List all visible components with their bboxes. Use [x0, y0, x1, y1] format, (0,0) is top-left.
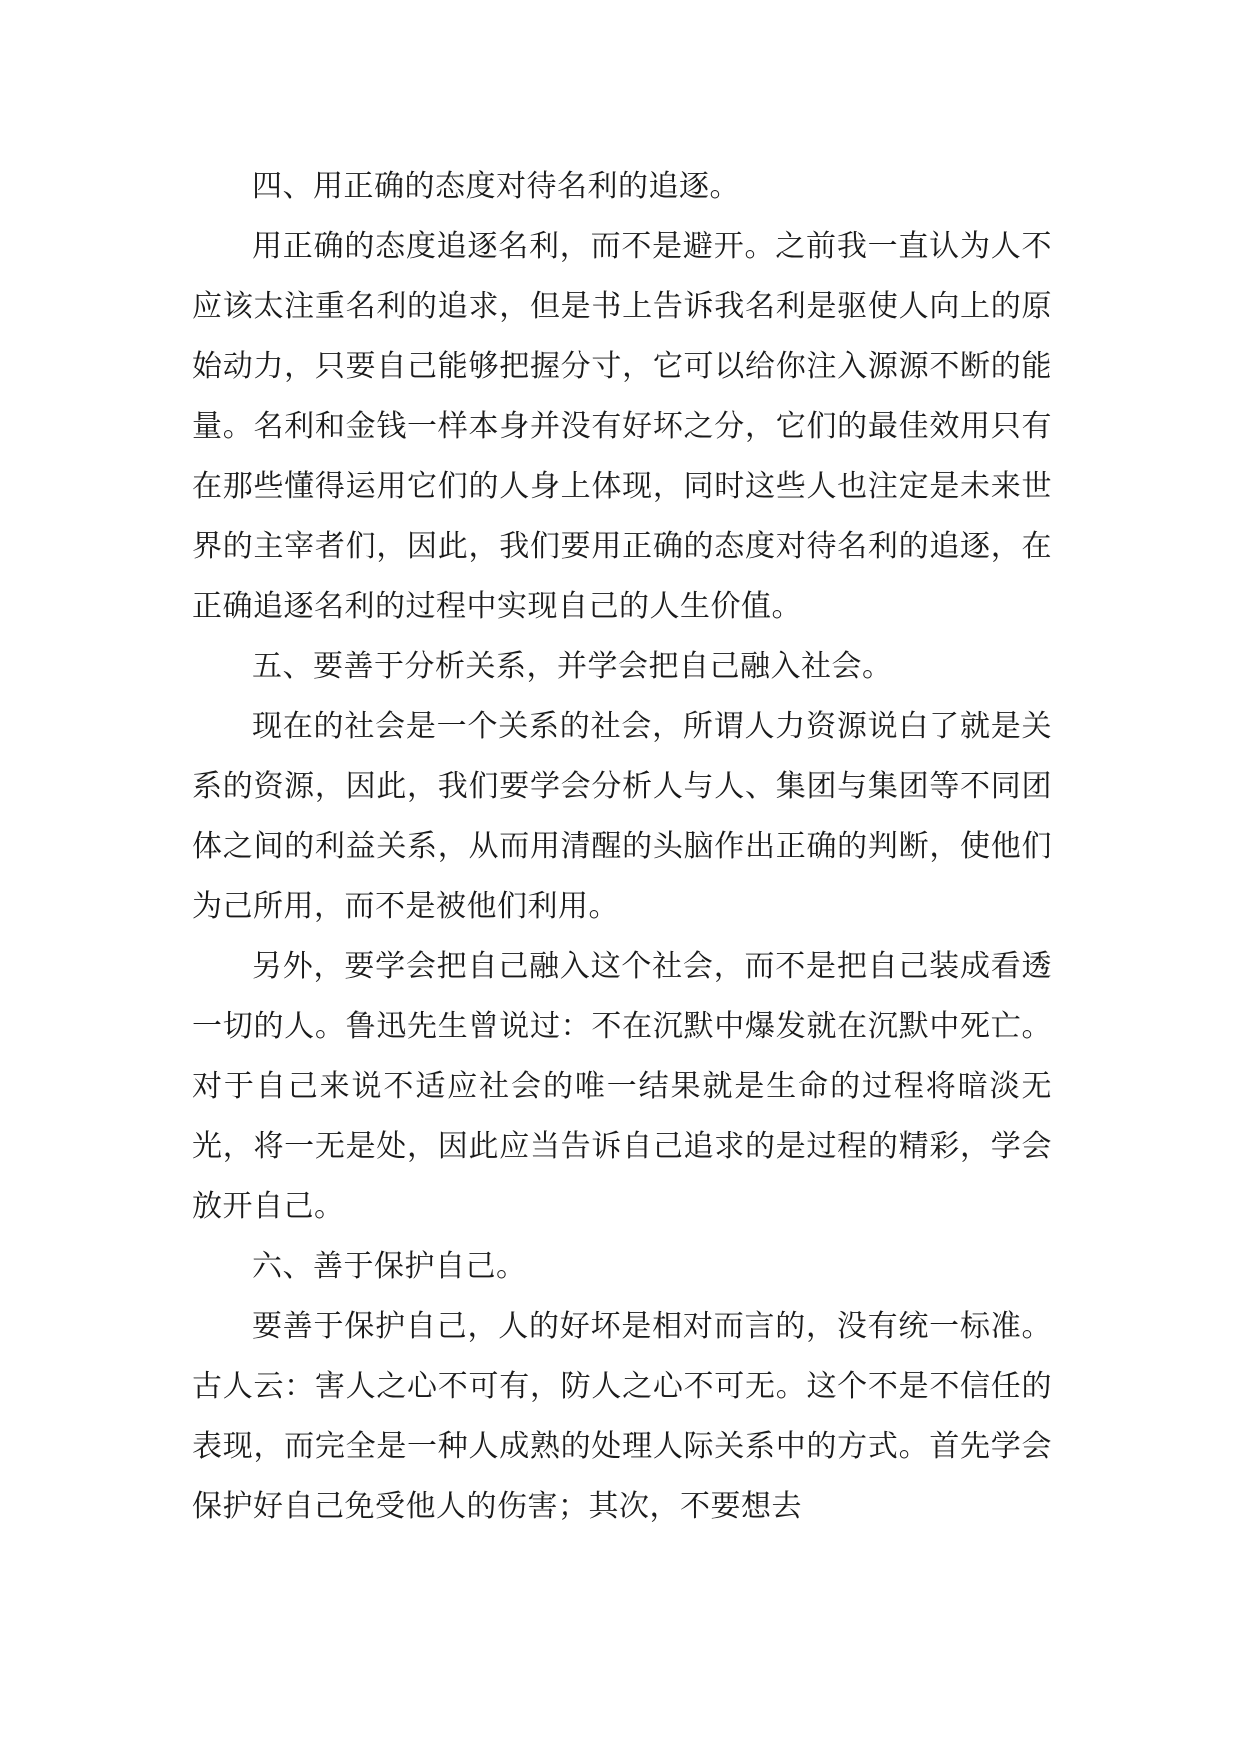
section-heading-5: 五、要善于分析关系，并学会把自己融入社会。: [252, 649, 893, 684]
section-5-paragraph-2: 另外，要学会把自己融入这个社会，而不是把自己装成看透一切的人。鲁迅先生曾说过：不在沉默中爆发就在沉默中死亡。对于自己来说不适应社会的唯一结果就是生命的过程将暗淡无光，将一无是处，因此应当告诉自己追求的是过程的精彩，学会放开自己。: [192, 949, 1052, 1224]
section-5-paragraph-1: 现在的社会是一个关系的社会，所谓人力资源说白了就是关系的资源，因此，我们要学会分析人与人、集团与集团等不同团体之间的利益关系，从而用清醒的头脑作出正确的判断，使他们为己所用，而不是被他们利用。: [192, 709, 1052, 924]
section-6-paragraph-1: 要善于保护自己，人的好坏是相对而言的，没有统一标准。古人云：害人之心不可有，防人之心不可无。这个不是不信任的表现，而完全是一种人成熟的处理人际关系中的方式。首先学会保护好自己免受他人的伤害；其次，不要想去: [192, 1309, 1052, 1524]
section-heading-4: 四、用正确的态度对待名利的追逐。: [252, 169, 740, 204]
section-heading-6: 六、善于保护自己。: [252, 1249, 527, 1284]
section-4-paragraph-1: 用正确的态度追逐名利，而不是避开。之前我一直认为人不应该太注重名利的追求，但是书上告诉我名利是驱使人向上的原始动力，只要自己能够把握分寸，它可以给你注入源源不断的能量。名利和金钱一样本身并没有好坏之分，它们的最佳效用只有在那些懂得运用它们的人身上体现，同时这些人也注定是未来世界的主宰者们，因此，我们要用正确的态度对待名利的追逐，在正确追逐名利的过程中实现自己的人生价值。: [192, 229, 1052, 624]
document-body: [192, 157, 1052, 1537]
